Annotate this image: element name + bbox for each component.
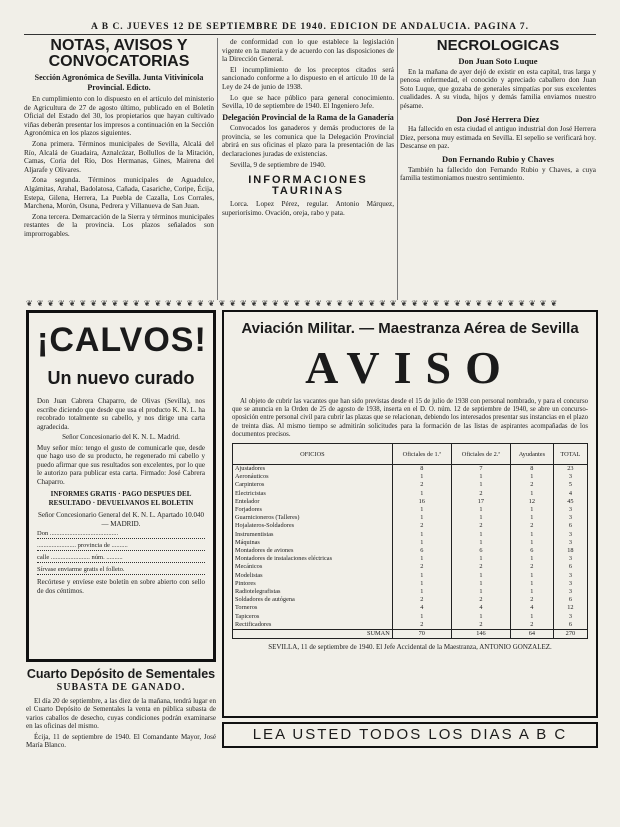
table-row [233,531,588,539]
calvos-paragraph: Muy señor mío: tengo el gusto de comunicarle que, desde que hago uso de su producto, he regenerado mi cabello y puedo afirmar que sus resultados son excelentes, por lo que le autorizo para publicar esta carta. Firmado: José Cabrera Chaparro. [37,443,205,486]
trade-count: 5 [553,481,587,489]
trades-table-header [233,444,588,465]
depot-paragraph: Écija, 11 de septiembre de 1940. El Comandante Mayor, José María Blanco. [26,732,216,750]
trade-count: 8 [392,465,451,474]
trade-count: 1 [451,588,510,596]
calvos-title: ¡CALVOS! [37,321,207,359]
header-rule [24,34,596,35]
trade-count: 1 [392,490,451,498]
middle-paragraph: El incumplimiento de los preceptos citados será sancionado conforme a lo dispuesto en el artículo 10 de la Ley de 24 de junio de 1938. [222,65,394,91]
sum-cell: 70 [392,630,451,639]
trade-count: 2 [510,481,553,489]
obituary-name: Don José Herrera Díez [456,113,540,124]
table-row [233,555,588,563]
trade-count: 2 [392,481,451,489]
column-divider [397,38,398,300]
trade-count: 2 [510,596,553,604]
trade-count: 45 [553,498,587,506]
trade-count: 1 [392,572,451,580]
trade-count: 1 [451,572,510,580]
trade-count: 3 [553,580,587,588]
col-header: TOTAL [553,444,587,465]
trade-name: Modelistas [233,572,393,580]
obituaries-title: NECROLOGICAS [436,38,560,54]
trade-count: 1 [510,531,553,539]
sum-cell: 64 [510,630,553,639]
trade-count: 2 [510,563,553,571]
coupon-line: Sírvase enviarme gratis el folleto. [37,566,205,575]
table-row [233,572,588,580]
middle-paragraph: de conformidad con lo que establece la legislación vigente en la materia y de acuerdo con las disposiciones de la Dirección General. [222,38,394,64]
trade-count: 3 [553,613,587,621]
column-divider [217,38,218,300]
trade-name: Entelador [233,498,393,506]
obituary-text: En la mañana de ayer dejó de existir en esta capital, tras larga y penosa enfermedad, el conocido y apreciado caballero don Juan Soto Luque, que gozaba de generales simpatías por sus excelentes cualidades. A su viuda, hijos y demás familia enviamos nuestro pésame. [400,67,596,110]
trade-count: 4 [510,604,553,612]
trade-count: 2 [451,621,510,630]
trade-count: 1 [510,473,553,481]
calvos-subtitle: Un nuevo curado [47,368,195,388]
trade-count: 1 [392,555,451,563]
trade-count: 2 [510,522,553,530]
coupon-line: Don .......................................... [37,530,205,539]
trade-count: 6 [510,547,553,555]
trade-count: 1 [392,473,451,481]
trade-count: 1 [510,539,553,547]
notices-paragraph: Zona tercera. Demarcación de la Sierra y términos municipales restantes de la provincia. Los plazos señalados son improrrogables. [24,212,214,238]
trade-count: 3 [553,506,587,514]
notices-paragraph: En cumplimiento con lo dispuesto en el artículo del ministerio de Agricultura de 27 de agosto último, publicado en el Boletín Oficial del Estado del 30, los propietarios que hayan cultivado viñas deberán presentar los impresos a continuación en la Sección Agronómica en los plazos siguientes. [24,95,214,138]
header-text: A B C. JUEVES 12 DE SEPTIEMBRE DE 1940. EDICION DE ANDALUCIA. PAGINA 7. [91,22,529,32]
table-row [233,613,588,621]
trade-name: Torneros [233,604,393,612]
trade-count: 3 [553,531,587,539]
trade-name: Carpinteros [233,481,393,489]
coupon-line: ........................ provincia de .......... [37,542,205,551]
trade-name: Guarnicioneros (Talleres) [233,514,393,522]
trade-count: 3 [553,539,587,547]
trade-count: 2 [451,563,510,571]
notices-column [24,38,214,300]
table-row [233,490,588,498]
table-row [233,596,588,604]
livestock-date: Sevilla, 9 de septiembre de 1940. [230,160,326,169]
table-row [233,588,588,596]
trade-count: 6 [451,547,510,555]
trade-count: 2 [392,563,451,571]
trade-name: Ajustadores [233,465,393,474]
trade-count: 17 [451,498,510,506]
sum-cell: 146 [451,630,510,639]
trade-count: 2 [451,490,510,498]
trade-name: Tapiceros [233,613,393,621]
table-row [233,473,588,481]
livestock-subtitle: Delegación Provincial de la Rama de la Ganadería [222,112,394,122]
trade-count: 6 [553,563,587,571]
table-row [233,498,588,506]
trade-count: 18 [553,547,587,555]
trade-count: 2 [451,522,510,530]
table-row [233,481,588,489]
trade-count: 1 [451,613,510,621]
trade-count: 1 [392,580,451,588]
aviso-word: AVISO [305,342,515,393]
calvos-paragraph: Recórtese y envíese este boletín en sobre abierto con sello de dos céntimos. [37,578,205,595]
trade-count: 6 [392,547,451,555]
col-header: Ayudantes [510,444,553,465]
table-row [233,506,588,514]
trade-count: 2 [392,522,451,530]
trade-count: 2 [392,596,451,604]
trade-count: 1 [451,531,510,539]
trades-table [232,443,588,639]
trade-count: 3 [553,555,587,563]
calvos-paragraph: Don Juan Cabrera Chaparro, de Olivas (Sevilla), nos escribe diciendo que desde que usa el producto K. N. L. ha recobrado totalmente su cabello, y nos dirige una carta agradecida. [37,397,205,431]
trade-count: 3 [553,473,587,481]
depot-paragraph: El día 20 de septiembre, a las diez de la mañana, tendrá lugar en el Cuarto Depósito de Sementales la venta en pública subasta de varios caballos de desecho, cuyas condiciones podrán examinarse en las oficinas del mismo. [26,696,216,731]
trade-count: 16 [392,498,451,506]
trade-count: 1 [451,506,510,514]
aviso-notice [222,310,598,718]
trade-name: Rectificadores [233,621,393,630]
table-row [233,547,588,555]
trade-count: 1 [510,580,553,588]
obituaries-column [400,38,596,300]
notices-paragraph: Zona segunda. Términos municipales de Aguadulce, Algámitas, Arahal, Badolatosa, Cañada, Casariche, Coripe, Écija, Estepa, Gilena, Herrera, La Puebla de Cazalla, Los Corrales, Marchena, Morón, Osuna, Pedrera y Villanueva de San Juan. [24,176,214,211]
table-row [233,522,588,530]
trade-count: 1 [451,473,510,481]
table-row [233,580,588,588]
ornament-border: ❦ ❦ ❦ ❦ ❦ ❦ ❦ ❦ ❦ ❦ ❦ ❦ ❦ ❦ ❦ ❦ ❦ ❦ ❦ ❦ ❦ ❦ ❦ ❦ ❦ ❦ ❦ ❦ ❦ ❦ ❦ ❦ ❦ ❦ ❦ ❦ ❦ ❦ ❦ ❦ ❦ ❦ ❦ ❦ ❦ ❦ ❦ ❦ ❦ ❦ [26,300,559,308]
trade-count: 8 [510,465,553,474]
col-header: Oficiales de 2.ª [451,444,510,465]
trade-count: 1 [392,514,451,522]
depot-title: Cuarto Depósito de Sementales [26,668,216,681]
trade-count: 1 [451,481,510,489]
trade-count: 1 [451,580,510,588]
trade-count: 2 [392,621,451,630]
trade-count: 1 [392,613,451,621]
sum-label: SUMAN [233,630,393,639]
trade-count: 1 [451,539,510,547]
coupon-line: calle ........................ núm. .......... [37,554,205,563]
notices-paragraph: Zona primera. Términos municipales de Sevilla, Alcalá del Río, Alcalá de Guadaira, Aznalcázar, Bollullos de la Mitación, Camas, Coria del Río, Dos Hermanas, Gines, Mairena del Aljarafe y Olivares. [24,139,214,174]
col-header: Oficiales de 1.ª [392,444,451,465]
trade-name: Hojalateros-Soldadores [233,522,393,530]
trade-name: Aeronáuticos [233,473,393,481]
stallion-depot-notice [26,668,216,808]
trade-name: Montadores de aviones [233,547,393,555]
table-row [233,621,588,630]
trade-count: 2 [510,621,553,630]
trade-count: 1 [510,572,553,580]
trade-count: 6 [553,596,587,604]
table-row [233,604,588,612]
trade-count: 4 [392,604,451,612]
col-header: OFICIOS [233,444,393,465]
trade-count: 1 [510,588,553,596]
trade-name: Montadores de instalaciones eléctricas [233,555,393,563]
trades-table-body [233,465,588,630]
calvos-info: INFORMES GRATIS · PAGO DESPUES DEL RESULTADO · DEVUELVANOS EL BOLETIN [48,490,194,507]
trade-count: 1 [510,490,553,498]
trade-name: Radiotelegrafistas [233,588,393,596]
table-row [233,514,588,522]
trade-name: Soldadores de autógena [233,596,393,604]
trade-name: Pintores [233,580,393,588]
trade-count: 2 [451,596,510,604]
trade-count: 1 [392,539,451,547]
trade-count: 4 [451,604,510,612]
middle-paragraph: Lo que se hace público para general conocimiento. Sevilla, 10 de septiembre de 1940. El Ingeniero Jefe. [222,93,394,111]
trade-count: 3 [553,588,587,596]
obituary-text: También ha fallecido don Fernando Rubio y Chaves, a cuya familia testimoniamos nuestro sentimiento. [400,165,596,183]
page-header [0,22,620,32]
taurine-title: INFORMACIONES TAURINAS [248,174,368,198]
obituary-name: Don Juan Soto Luque [458,56,538,66]
middle-column [222,38,394,300]
trade-count: 6 [553,621,587,630]
trade-count: 1 [392,531,451,539]
coupon-title: Señor Concesionario General del K. N. L. Apartado 10.040 — MADRID. [37,511,204,528]
trades-sum-row [233,630,588,639]
footer-banner: LEA USTED TODOS LOS DIAS A B C [222,722,598,748]
table-row [233,465,588,474]
obituary-name: Don Fernando Rubio y Chaves [442,153,554,164]
trade-count: 1 [510,613,553,621]
trade-count: 12 [510,498,553,506]
trade-count: 7 [451,465,510,474]
trade-name: Máquinas [233,539,393,547]
trade-count: 4 [553,490,587,498]
aviso-signature: SEVILLA, 11 de septiembre de 1940. El Jefe Accidental de la Maestranza, ANTONIO GONZALEZ. [268,643,552,652]
table-row [233,539,588,547]
trade-count: 6 [553,522,587,530]
calvos-advertisement [26,310,216,662]
trade-count: 1 [392,506,451,514]
trade-count: 1 [392,588,451,596]
trade-name: Mecánicos [233,563,393,571]
trade-count: 23 [553,465,587,474]
trade-count: 1 [510,514,553,522]
trade-count: 1 [510,555,553,563]
trade-count: 3 [553,572,587,580]
trade-name: Instrumentistas [233,531,393,539]
aviso-heading: Aviación Militar. — Maestranza Aérea de Sevilla [241,320,579,337]
trade-count: 1 [510,506,553,514]
livestock-paragraph: Convocados los ganaderos y demás productores de la provincia, se les comunica que la Delegación Provincial abrirá en sus oficinas el plazo para la presentación de las declaraciones juradas de existencias. [222,124,394,159]
calvos-paragraph: Señor Concesionario del K. N. L. Madrid. [62,433,180,441]
sum-cell: 270 [553,630,587,639]
aviso-intro [232,398,588,439]
depot-subtitle: SUBASTA DE GANADO. [56,681,186,693]
trade-name: Electricistas [233,490,393,498]
trade-count: 12 [553,604,587,612]
trade-count: 1 [451,555,510,563]
taurine-paragraph: Lorca. Lopez Pérez, regular. Antonio Márquez, superiorísimo. Ovación, oreja, rabo y pata. [222,200,394,217]
notices-title: NOTAS, AVISOS Y CONVOCATORIAS [48,38,190,70]
table-row [233,563,588,571]
obituary-text: Ha fallecido en esta ciudad el antiguo industrial don José Herrera Díez, persona muy estimada en Sevilla. El sepelio se verificará hoy. Descanse en paz. [400,125,596,151]
trade-count: 1 [451,514,510,522]
trade-count: 3 [553,514,587,522]
aviso-intro-text: Al objeto de cubrir las vacantes que han sido previstas desde el 15 de julio de 1938 con personal nombrado, y para el concurso que se anuncia en la Orden de 25 de agosto de 1938, inserta en el D. O. núm. 12 de septiembre de 1940, se abre un concurso-oposición entre personal civil para cubrir las plazas que se relacionan, debiendo los interesados presentar sus instancias en el plazo de treinta días. Al mismo tiempo se admitirán solicitudes para la formación de las listas de aspirantes acompañadas de los documentos precisos. [232,398,588,438]
trade-name: Forjadores [233,506,393,514]
notices-subtitle: Sección Agronómica de Sevilla. Junta Vitivinícola Provincial. Edicto. [34,73,204,92]
